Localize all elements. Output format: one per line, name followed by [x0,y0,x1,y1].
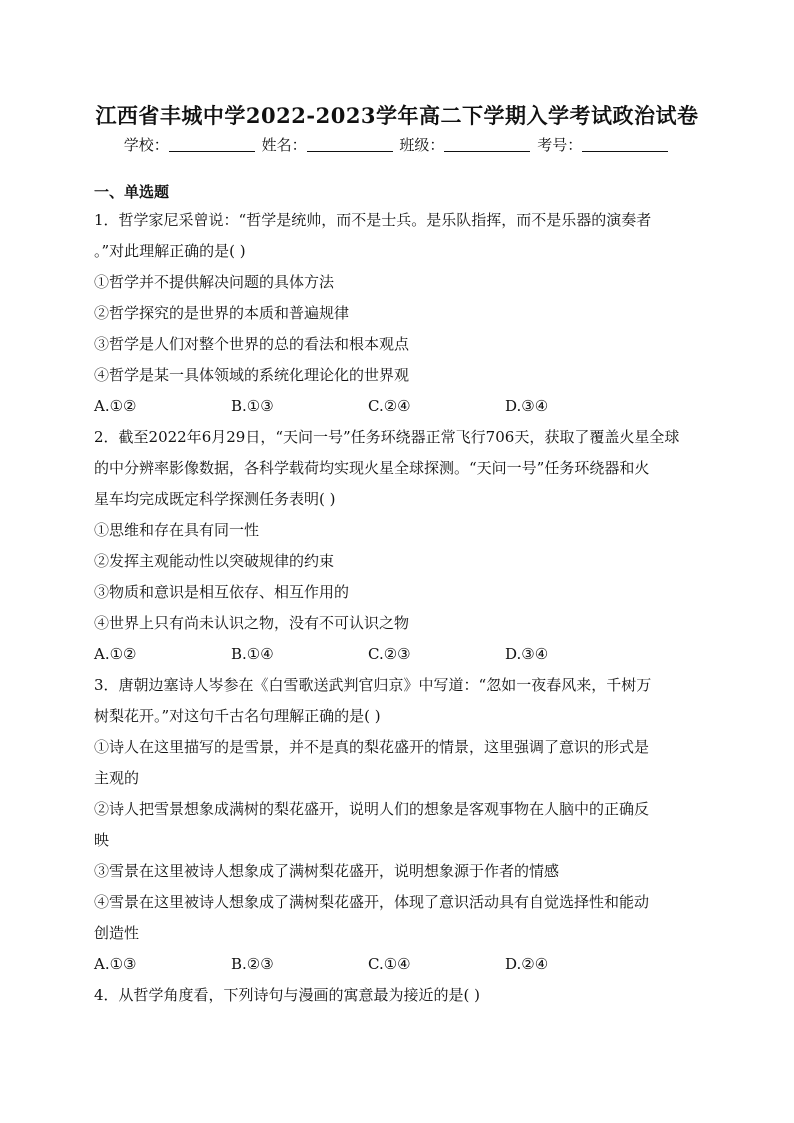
statement-line: ③雪景在这里被诗人想象成了满树梨花盛开，说明想象源于作者的情感 [94,862,560,880]
statement-line: 主观的 [94,769,140,787]
answer-option[interactable]: B.①③ [231,397,274,415]
question-stem-line: 的中分辨率影像数据，各科学载荷均实现火星全球探测。“天问一号”任务环绕器和火 [94,459,650,477]
question-3 [94,670,704,980]
student-info-row [0,134,794,155]
statement-line: ②哲学探究的是世界的本质和普遍规律 [94,304,350,322]
statement-line: ④哲学是某一具体领域的系统化理论化的世界观 [94,366,410,384]
question-stem-line: 星车均完成既定科学探测任务表明( ) [94,490,336,508]
question-stem-line: 4．从哲学角度看，下列诗句与漫画的寓意最为接近的是( ) [94,986,481,1004]
question-1 [94,205,704,422]
class-blank[interactable] [444,137,530,152]
statement-line: ①诗人在这里描写的是雪景，并不是真的梨花盛开的情景，这里强调了意识的形式是 [94,738,650,756]
exam-number-blank[interactable] [582,137,668,152]
exam-title: 江西省丰城中学2022-2023学年高二下学期入学考试政治试卷 [95,103,699,128]
answer-options [94,391,704,422]
statement-line: ①思维和存在具有同一性 [94,521,260,539]
question-2 [94,422,704,670]
section-title: 一、单选题 [94,183,170,201]
question-stem-line: 3．唐朝边塞诗人岑参在《白雪歌送武判官归京》中写道：“忽如一夜春风来，千树万 [94,676,652,694]
answer-options [94,639,704,670]
answer-options [94,949,704,980]
school-blank[interactable] [169,137,255,152]
statement-line: ②发挥主观能动性以突破规律的约束 [94,552,335,570]
question-stem-line: 。”对此理解正确的是( ) [94,242,246,260]
answer-option[interactable]: D.②④ [505,955,549,973]
answer-option[interactable]: C.①④ [368,955,411,973]
school-label: 学校： [123,136,169,154]
answer-option[interactable]: A.①② [94,397,137,415]
question-stem-line: 树梨花开。”对这句千古名句理解正确的是( ) [94,707,381,725]
statement-line: 创造性 [94,924,140,942]
answer-option[interactable]: B.②③ [231,955,274,973]
class-label: 班级： [399,136,445,154]
statement-line: ④世界上只有尚未认识之物，没有不可认识之物 [94,614,410,632]
answer-option[interactable]: D.③④ [505,645,549,663]
statement-line: ③哲学是人们对整个世界的总的看法和根本观点 [94,335,410,353]
question-stem-line: 2．截至2022年6月29日，“天问一号”任务环绕器正常飞行706天，获取了覆盖火星全球 [94,428,680,446]
answer-option[interactable]: C.②④ [368,397,411,415]
name-label: 姓名： [261,136,307,154]
questions-area [94,205,704,1011]
answer-option[interactable]: B.①④ [231,645,274,663]
answer-option[interactable]: A.①③ [94,955,137,973]
exam-number-label: 考号： [537,136,583,154]
answer-option[interactable]: C.②③ [368,645,411,663]
statement-line: ①哲学并不提供解决问题的具体方法 [94,273,335,291]
name-blank[interactable] [307,137,393,152]
statement-line: ③物质和意识是相互依存、相互作用的 [94,583,350,601]
statement-line: 映 [94,831,110,849]
answer-option[interactable]: A.①② [94,645,137,663]
statement-line: ②诗人把雪景想象成满树的梨花盛开，说明人们的想象是客观事物在人脑中的正确反 [94,800,650,818]
statement-line: ④雪景在这里被诗人想象成了满树梨花盛开，体现了意识活动具有自觉选择性和能动 [94,893,650,911]
question-stem-line: 1．哲学家尼采曾说：“哲学是统帅，而不是士兵。是乐队指挥，而不是乐器的演奏者 [94,211,652,229]
question-4 [94,980,704,1011]
answer-option[interactable]: D.③④ [505,397,549,415]
